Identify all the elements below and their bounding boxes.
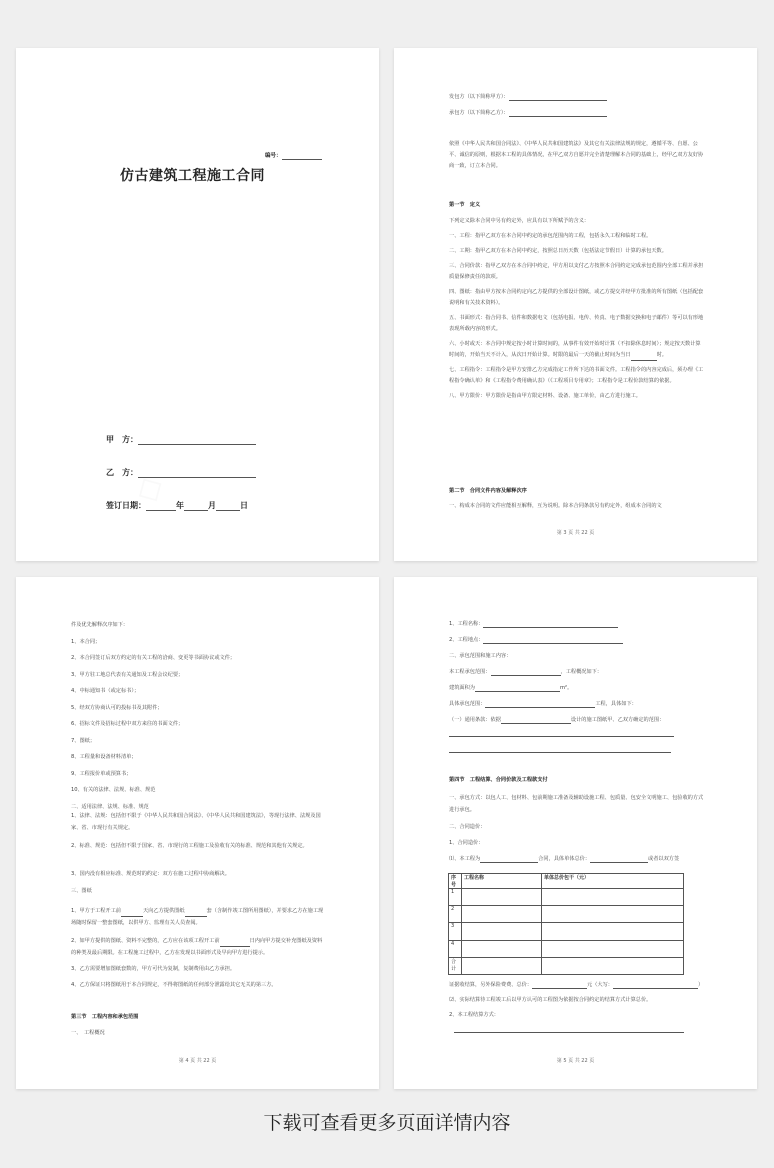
definition-item: 七、工程指令：工程指令是甲方安排乙方完成指定工作所下达的书面文件。工程指令的内容完成后，须办理《工程指令确认单》和《工程指令费用确认表》（《工程项目专用章》；工程指令是工程价款结算的依据。 (449, 367, 704, 384)
definition-item: 一、工程：指甲乙双方在本合同中约定的承包范围内的工程，包括永久工程和临时工程。 (449, 233, 652, 239)
table-cell (542, 957, 684, 974)
table-cell (462, 940, 542, 957)
table-row (449, 906, 684, 923)
project-name-line: 1、工程名称： (449, 621, 618, 628)
paragraph: 2、如甲方提供的图纸、资料不完整的，乙方应在该项工程开工前 日内向甲方提交补充图纸及资料的种类及最后期限。在工程施工过程中，乙方在发现以书面形式及早向甲方进行提示。 (71, 938, 323, 956)
definition-item: 六、小时或天：本合同中规定按小时计算时间的，从事件有效开始时计算（不扣除休息时间）；规定按天数计算时间的，开始当天不计入，从次日开始计算。时限的最后一天的截止时间为当日 时。 (449, 339, 705, 361)
table-cell: 合计 (449, 957, 462, 974)
list-item: 二、适用法律、法规、标准、规范 (71, 803, 149, 810)
download-caption: 下载可查看更多页面详情内容 (263, 1112, 511, 1134)
paragraph: 一、构成本合同的文件应能相互解释，互为说明。除本合同条款另有约定外，组成本合同的文 (449, 503, 662, 509)
definitions-list (449, 216, 705, 402)
blank-line (454, 1032, 684, 1033)
section-heading: 第四节 工程结算、合同价款及工程款支付 (449, 777, 548, 783)
table-cell: 2 (449, 906, 462, 923)
subsection-heading: 三、图纸 (71, 888, 92, 894)
definition-item: 下列定义除本合同中另有约定外，应具有以下所赋予的含义： (449, 218, 590, 224)
paragraph: 4、乙方保证只将图纸用于本合同规定，不得将图纸的任何部分泄露给其它无关的第三方。 (71, 982, 277, 988)
paragraph: 1、法律、法规：包括但不限于《中华人民共和国合同法》、《中华人民共和国建筑法》，等现行法律、法规及国家、省、市现行有关规定。 (71, 813, 321, 831)
table-cell: 4 (449, 940, 462, 957)
paragraph: 1、合同造价： (449, 840, 484, 846)
paragraph: 建筑面积为 m²。 (449, 685, 573, 691)
table-cell: 3 (449, 923, 462, 940)
party-b-field: 乙 方： (106, 467, 256, 478)
definition-item: 八、甲方限价：甲方限价是指由甲方限定材料、设备、施工单价，由乙方进行施工。 (449, 393, 641, 399)
table-row (449, 957, 684, 974)
paragraph: 2、本工程结算方式： (449, 1012, 499, 1018)
paragraph: 2、标准、规范：包括但不限于国家、省、市现行的工程施工及验收有关的标准、规范和其他有关规定。 (71, 843, 308, 849)
list-item: 3、甲方驻工地总代表有关通知及工程会议纪要； (71, 671, 184, 678)
sign-date-field: 签订日期： 年 月 日 (106, 501, 248, 510)
paragraph: 具体承包范围： 工程，具体如下： (449, 701, 637, 707)
paragraph: （一）通用条款：依据 设计的施工图纸甲、乙双方确定的范围： (449, 717, 665, 723)
page-footer: 第 3 页 共 22 页 (556, 530, 595, 536)
intro-paragraph: 依照《中华人民共和国合同法》、《中华人民共和国建筑法》及其它有关法律法规的规定，遵循平等、自愿、公平、诚信的原则，根据本工程的具体情况，在甲乙双方自愿并完全清楚理解本合同的基础上，经甲乙双方友好协商一致，订立本合同。 (449, 141, 704, 169)
paragraph: 3、国内没有相应标准、规范时的约定：双方在施工过程中协商解决。 (71, 871, 230, 877)
paragraph: 本工程承包范围： ，工程概况如下： (449, 669, 603, 675)
table-header: 单体总价包干（元） (542, 874, 684, 889)
table-row (449, 940, 684, 957)
list-item: 6、招标文件及招标过程中双方来往的书面文件； (71, 721, 184, 727)
table-row (449, 889, 684, 906)
list-item: 2、本合同签订后双方约定的有关工程的洽商、变更等书面协议或文件； (71, 655, 236, 661)
blank-line (449, 736, 674, 737)
paragraph: 1、甲方于工程开工前 天向乙方提供图纸 套（含制作竣工图所用图纸），并要求乙方在施工现场随时保留一整套图纸，以供甲方、监理有关人员查阅。 (71, 908, 324, 926)
paragraph: 3、乙方需要增加图纸套数的，甲方可代为复制，复制费用由乙方承担。 (71, 966, 236, 972)
document-page-5 (394, 577, 757, 1089)
project-site-line: 2、工程地点： (449, 637, 623, 644)
page-footer: 第 4 页 共 22 页 (178, 1058, 217, 1064)
table-header-row (449, 874, 684, 889)
blank-line (449, 752, 671, 753)
table-header: 工程名称 (462, 874, 542, 889)
paragraph: 一、承包方式：以包人工、包材料、包前期施工准备及辅助设施工程、包质量、包安全文明施工、包验收的方式进行承包。 (449, 795, 704, 813)
contract-number-label: 编号： (265, 153, 322, 160)
table-cell (542, 940, 684, 957)
section-heading: 第二节 合同文件内容及解释次序 (449, 488, 527, 494)
table-cell (462, 889, 542, 906)
list-item: 10、有关的法律、法规、标准、规范 (71, 787, 156, 793)
contract-title: 仿古建筑工程施工合同 (120, 168, 265, 184)
document-order-list (71, 621, 235, 819)
list-item: 5、经双方协商认可的投标书及其附件； (71, 704, 163, 711)
subsection-heading: 一、 工程概况 (71, 1030, 105, 1036)
table-cell (542, 889, 684, 906)
document-page-4 (16, 577, 379, 1089)
document-page-cover (16, 48, 379, 561)
price-table (448, 873, 684, 975)
list-item: 7、图纸； (71, 737, 96, 744)
paragraph: ⑴、本工程为 合同，具体单体总价： 或者以双方签 (449, 856, 680, 862)
definition-item: 五、书面形式：指合同书、信件和数据电文（包括电报、电传、传真、电子数据交换和电子邮件）等可以有形地表现所载内容的形式。 (449, 315, 704, 332)
table-cell (542, 906, 684, 923)
paragraph: 证据收结算，另外保险费费、总价： 元（大写： ） (449, 982, 704, 988)
list-item: 1、本合同； (71, 638, 101, 645)
table-cell (462, 906, 542, 923)
page-footer: 第 5 页 共 22 页 (556, 1058, 595, 1064)
table-cell: 1 (449, 889, 462, 906)
contractor-line: 承包方（以下简称乙方）： (449, 110, 607, 117)
document-page-3 (394, 48, 757, 561)
definition-item: 四、图纸：指由甲方按本合同约定向乙方提供的全部设计图纸，或乙方提交并经甲方批准的所有图纸（包括配套说明和有关技术资料）。 (449, 289, 704, 306)
table-cell (462, 923, 542, 940)
subsection-heading: 二、承包范围和施工内容： (449, 653, 512, 659)
table-cell (542, 923, 684, 940)
list-item: 8、工程量和设备材料清单； (71, 754, 137, 760)
section-heading: 第三节 工程内容和承包范围 (71, 1014, 139, 1020)
employer-line: 发包方（以下简称甲方）： (449, 94, 607, 101)
list-item: 9、工程报价单或预算书； (71, 770, 132, 777)
table-row (449, 923, 684, 940)
table-header: 序号 (449, 874, 462, 889)
table-cell (462, 957, 542, 974)
definition-item: 三、合同价款：指甲乙双方在本合同中约定，甲方用以支付乙方按照本合同约定完成承包范围内全部工程并承担质量保修责任的款项。 (449, 263, 704, 280)
section-heading: 第一节 定义 (449, 202, 481, 208)
party-a-field: 甲 方： (106, 434, 256, 445)
subsection-heading: 二、合同造价： (449, 824, 486, 830)
list-item: 件及优先解释次序如下： (71, 622, 129, 628)
definition-item: 二、工期：指甲乙双方在本合同中约定，按照总日历天数（包括法定节假日）计算的承包天数。 (449, 248, 667, 254)
paragraph: ⑵、实际结算待工程竣工后以甲方认可的工程图为依据按合同约定的结算方式计算总价。 (449, 997, 652, 1003)
list-item: 4、中标通知书（或定标书）； (71, 688, 140, 694)
